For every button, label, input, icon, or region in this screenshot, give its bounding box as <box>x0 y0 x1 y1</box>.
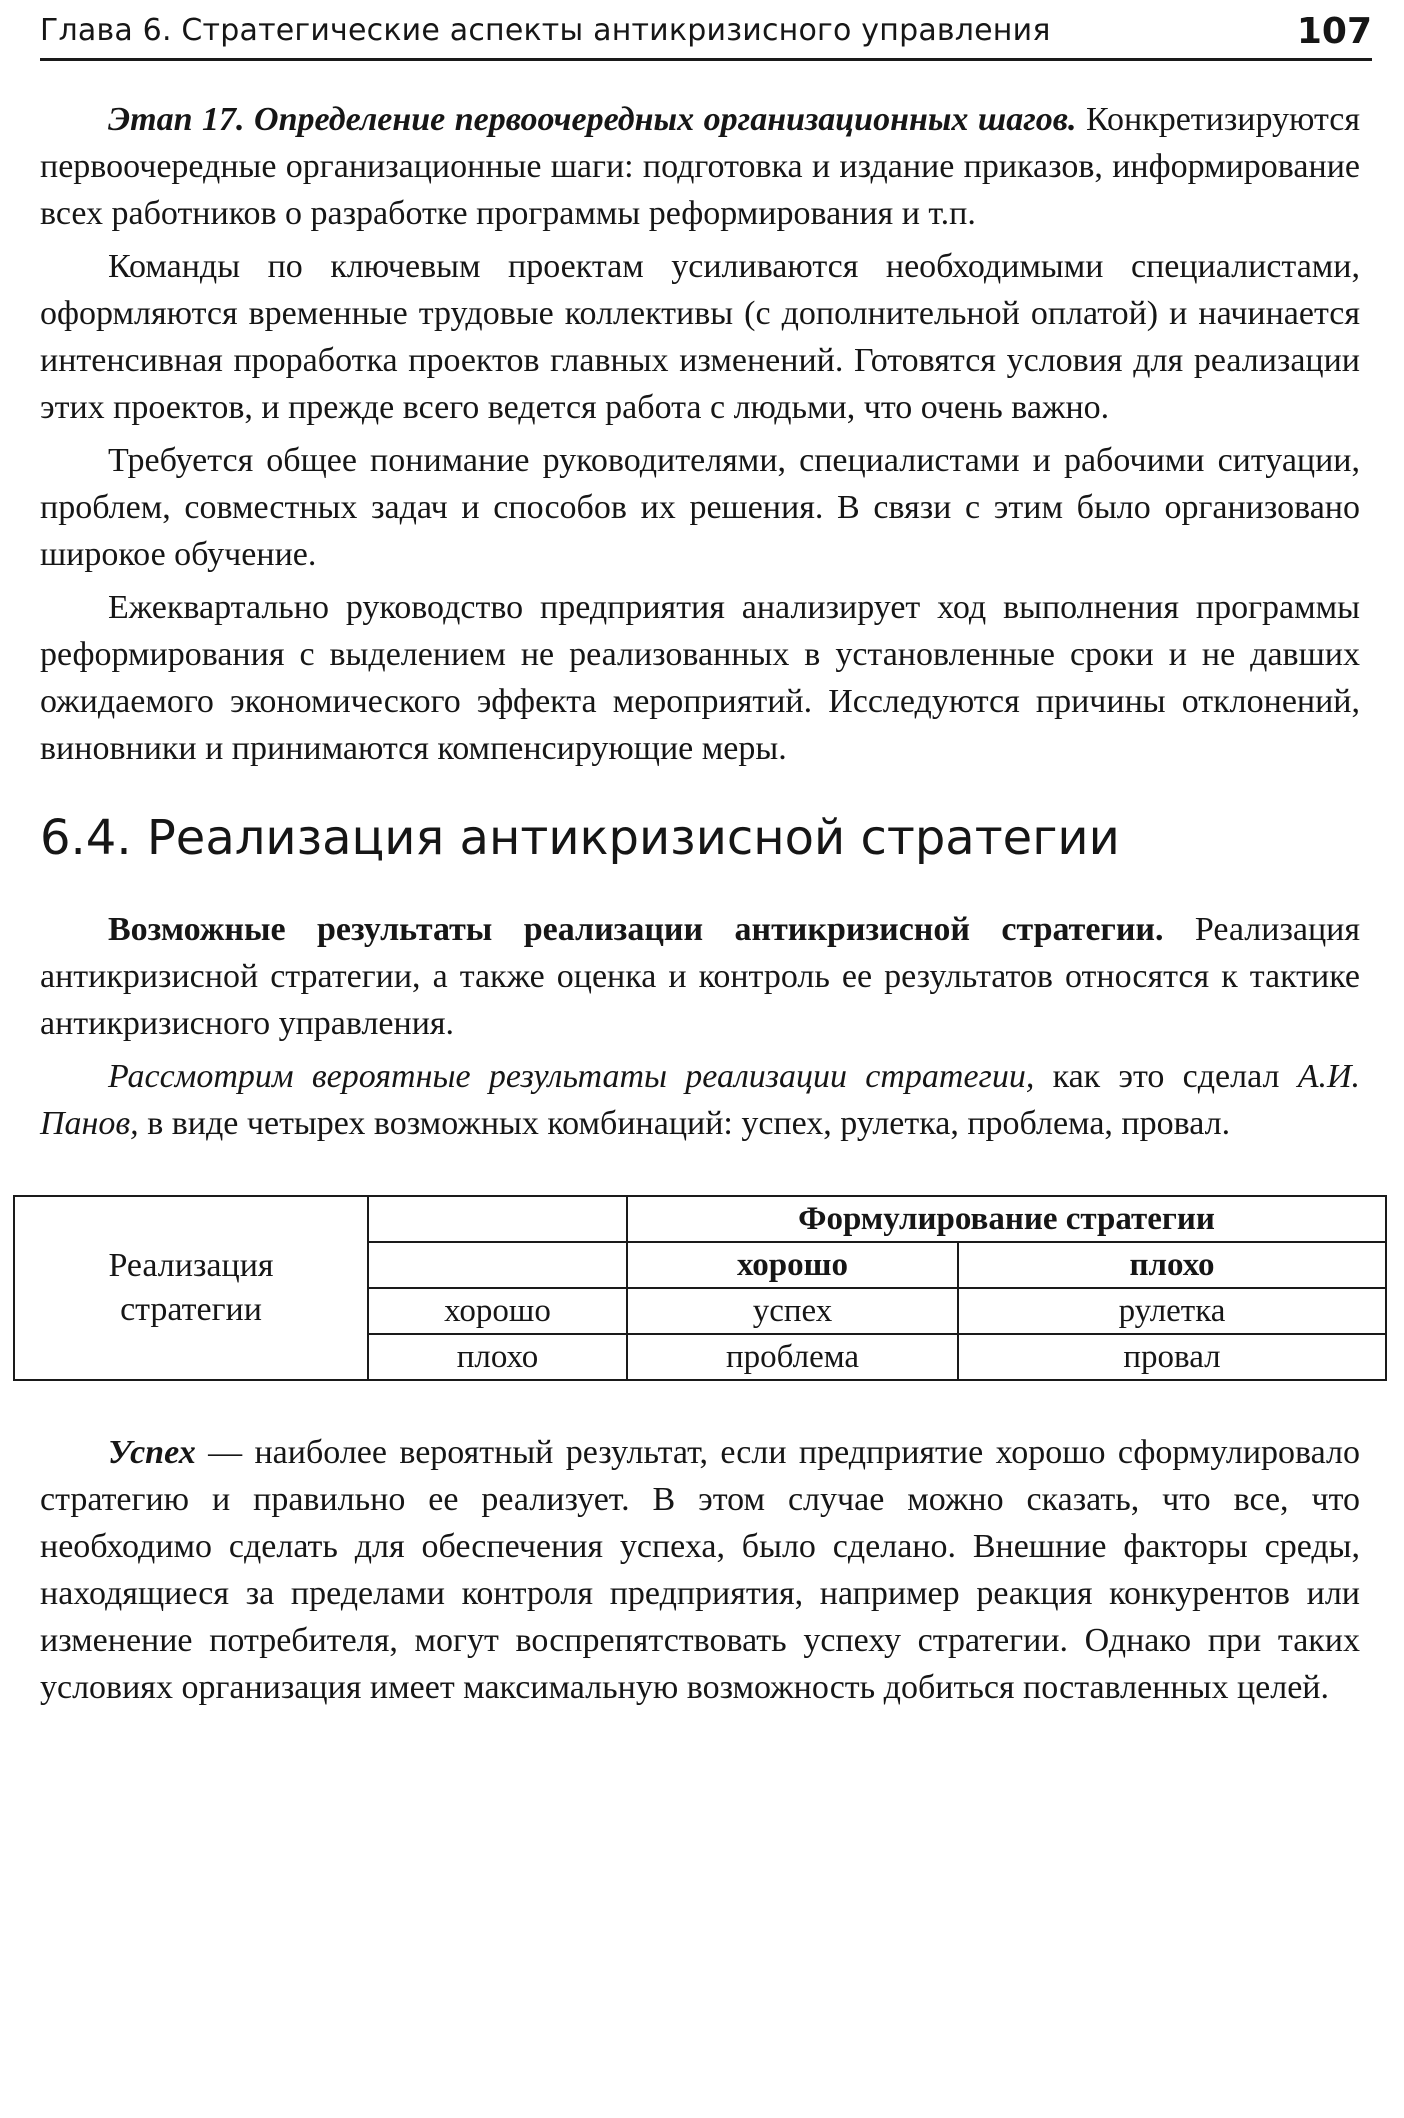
row-label-bad: плохо <box>368 1334 627 1380</box>
combinations-rest: в виде четырех возможных комбинаций: успех, рулетка, проблема, провал. <box>147 1105 1231 1142</box>
results-text: Реализация антикризисной стратегии, а также оценка и контроль ее результатов относятся к тактике антикризисного управления. <box>40 911 1360 1042</box>
row-label-good: хорошо <box>368 1288 627 1334</box>
success-paragraph <box>40 1429 1360 1711</box>
page-body <box>40 96 1360 1711</box>
success-term: Успех <box>108 1434 196 1471</box>
cell-problem: проблема <box>627 1334 958 1380</box>
row-header-line-1: Реализация <box>108 1247 274 1284</box>
running-header <box>40 6 1372 61</box>
paragraph-quarterly-review: Ежеквартально руководство предприятия анализирует ход выполнения программы реформирования с выделением не реализованных в установленные сроки и не давших ожидаемого экономического эффекта мероприятий. Исследуются причины отклонений, виновники и принимаются компенсирующие меры. <box>40 589 1360 767</box>
stage-17-text: Конкретизируются первоочередные организационные шаги: подготовка и издание приказов, информирование всех работников о разработке программы реформирования и т.п. <box>40 101 1360 232</box>
paragraph-teams: Команды по ключевым проектам усиливаются необходимыми специалистами, оформляются временные трудовые коллективы (с дополнительной оплатой) и начинается интенсивная проработка проектов главных изменений. Готовятся условия для реализации этих проектов, и прежде всего ведется работа с людьми, что очень важно. <box>40 248 1360 426</box>
paragraph-understanding: Требуется общее понимание руководителями, специалистами и рабочими ситуации, проблем, совместных задач и способов их решения. В связи с этим было организовано широкое обучение. <box>40 442 1360 573</box>
chapter-title: Глава 6. Стратегические аспекты антикризисного управления <box>40 13 1051 48</box>
combinations-paragraph <box>40 1053 1360 1147</box>
cell-failure: провал <box>958 1334 1386 1380</box>
combinations-intro: Рассмотрим вероятные результаты реализации стратегии, <box>108 1058 1035 1095</box>
strategy-results-table <box>13 1195 1387 1381</box>
empty-cell <box>368 1196 627 1242</box>
column-header-bad: плохо <box>958 1242 1386 1288</box>
results-lead: Возможные результаты реализации антикризисной стратегии. <box>108 911 1164 948</box>
row-header-implementation <box>14 1196 368 1380</box>
section-heading: 6.4. Реализация антикризисной стратегии <box>40 810 1120 866</box>
row-header-line-2: стратегии <box>120 1291 262 1328</box>
empty-cell <box>368 1242 627 1288</box>
stage-17-label: Этап 17. Определение первоочередных организационных шагов. <box>108 101 1077 138</box>
cell-success: успех <box>627 1288 958 1334</box>
cell-roulette: рулетка <box>958 1288 1386 1334</box>
table-row <box>14 1196 1386 1242</box>
combinations-author: А.И. Панов, <box>40 1058 1361 1142</box>
combinations-mid: как это сделал <box>1052 1058 1280 1095</box>
column-header-good: хорошо <box>627 1242 958 1288</box>
success-text: — наиболее вероятный результат, если предприятие хорошо сформулировало стратегию и правильно ее реализует. В этом случае можно сказать, что все, что необходимо сделать для обеспечения успеха, было сделано. Внешние факторы среды, находящиеся за пределами контроля предприятия, например реакция конкурентов или изменение потребителя, могут воспрепятствовать успеху стратегии. Однако при таких условиях организация имеет максимальную возможность добиться поставленных целей. <box>40 1434 1361 1706</box>
column-group-header: Формулирование стратегии <box>627 1196 1386 1242</box>
page-number: 107 <box>1296 11 1372 52</box>
results-paragraph <box>40 906 1360 1047</box>
stage-17-paragraph <box>40 96 1360 237</box>
